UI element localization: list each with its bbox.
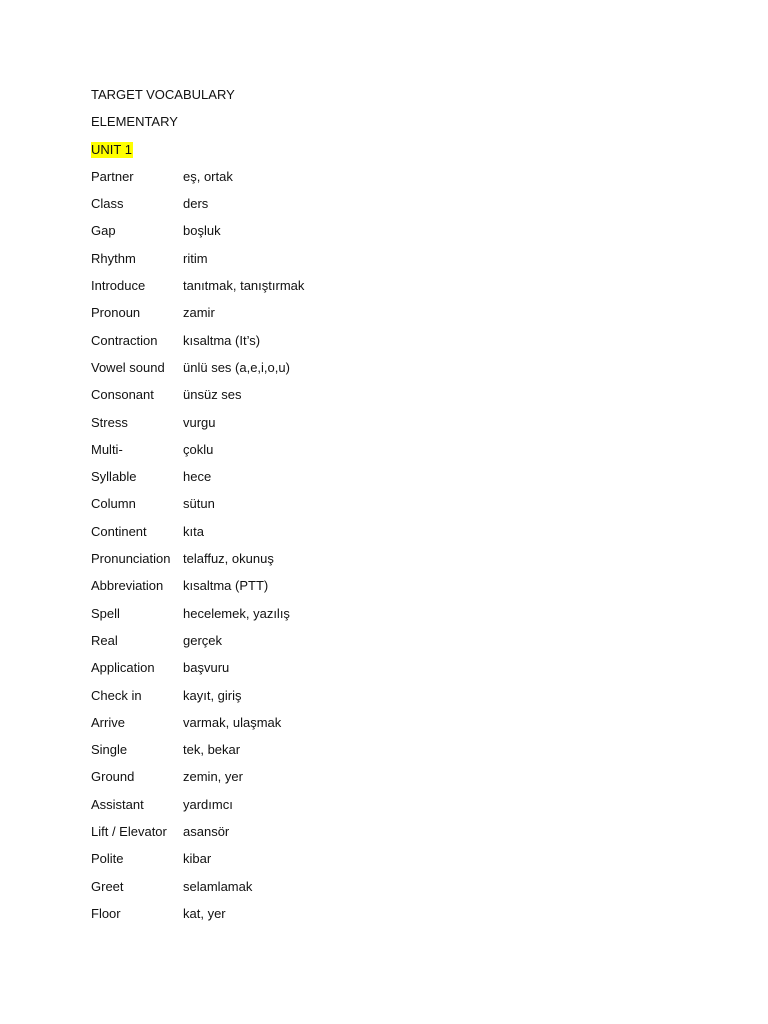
vocabulary-meaning: kısaltma (PTT) [183, 578, 269, 594]
vocabulary-term: Contraction [91, 332, 158, 348]
vocabulary-term: Gap [91, 223, 116, 239]
vocabulary-meaning: hece [183, 469, 212, 485]
vocabulary-term: Class [91, 196, 124, 212]
vocabulary-row [91, 276, 691, 303]
vocabulary-meaning: kısaltma (It’s) [183, 332, 261, 348]
vocabulary-meaning: hecelemek, yazılış [183, 605, 290, 621]
vocabulary-row [91, 549, 691, 576]
vocabulary-row [91, 249, 691, 276]
vocabulary-term: Vowel sound [91, 359, 165, 375]
vocabulary-row [91, 494, 691, 521]
vocabulary-row [91, 686, 691, 713]
unit-heading-line [91, 140, 691, 167]
vocabulary-meaning: varmak, ulaşmak [183, 714, 282, 730]
vocabulary-term: Stress [91, 414, 128, 430]
vocabulary-row [91, 877, 691, 904]
vocabulary-meaning: telaffuz, okunuş [183, 551, 274, 567]
vocabulary-row [91, 849, 691, 876]
vocabulary-row [91, 467, 691, 494]
vocabulary-term: Pronoun [91, 305, 141, 321]
vocabulary-meaning: boşluk [183, 223, 221, 239]
vocabulary-term: Partner [91, 168, 134, 184]
vocabulary-row [91, 658, 691, 685]
vocabulary-meaning: sütun [183, 496, 215, 512]
vocabulary-row [91, 167, 691, 194]
vocabulary-meaning: yardımcı [183, 796, 233, 812]
vocabulary-meaning: kayıt, giriş [183, 687, 242, 703]
vocabulary-meaning: kat, yer [183, 905, 226, 921]
vocabulary-meaning: asansör [183, 824, 230, 840]
vocabulary-term: Multi- [91, 441, 123, 457]
vocabulary-term: Introduce [91, 278, 146, 294]
vocabulary-meaning: ders [183, 196, 209, 212]
vocabulary-term: Check in [91, 687, 142, 703]
vocabulary-meaning: selamlamak [183, 878, 253, 894]
vocabulary-meaning: ünlü ses (a,e,i,o,u) [183, 359, 290, 375]
document-title: TARGET VOCABULARY [91, 87, 235, 102]
vocabulary-term: Column [91, 496, 136, 512]
vocabulary-meaning: tanıtmak, tanıştırmak [183, 278, 305, 294]
vocabulary-row [91, 413, 691, 440]
document-body [91, 85, 691, 931]
vocabulary-row [91, 194, 691, 221]
vocabulary-term: Rhythm [91, 250, 136, 266]
vocabulary-row [91, 221, 691, 248]
vocabulary-list [91, 167, 691, 931]
vocabulary-row [91, 740, 691, 767]
vocabulary-meaning: ritim [183, 250, 208, 266]
vocabulary-row [91, 358, 691, 385]
vocabulary-term: Ground [91, 769, 135, 785]
vocabulary-term: Greet [91, 878, 124, 894]
vocabulary-row [91, 303, 691, 330]
vocabulary-term: Abbreviation [91, 578, 164, 594]
vocabulary-term: Assistant [91, 796, 144, 812]
vocabulary-meaning: zemin, yer [183, 769, 243, 785]
vocabulary-term: Pronunciation [91, 551, 171, 567]
level-label: ELEMENTARY [91, 114, 178, 130]
vocabulary-meaning: tek, bekar [183, 742, 241, 758]
vocabulary-term: Arrive [91, 714, 125, 730]
vocabulary-row [91, 385, 691, 412]
vocabulary-row [91, 767, 691, 794]
vocabulary-meaning: kıta [183, 523, 204, 539]
vocabulary-term: Application [91, 660, 155, 676]
vocabulary-row [91, 795, 691, 822]
vocabulary-term: Lift / Elevator [91, 824, 167, 840]
vocabulary-term: Continent [91, 523, 147, 539]
vocabulary-meaning: zamir [183, 305, 215, 321]
vocabulary-term: Real [91, 632, 118, 648]
vocabulary-meaning: kibar [183, 851, 212, 867]
vocabulary-row [91, 822, 691, 849]
vocabulary-term: Syllable [91, 469, 137, 485]
vocabulary-term: Floor [91, 905, 121, 921]
vocabulary-meaning: ünsüz ses [183, 387, 242, 403]
vocabulary-row [91, 576, 691, 603]
vocabulary-row [91, 604, 691, 631]
vocabulary-row [91, 631, 691, 658]
vocabulary-row [91, 522, 691, 549]
vocabulary-meaning: gerçek [183, 632, 223, 648]
vocabulary-meaning: başvuru [183, 660, 230, 676]
vocabulary-term: Spell [91, 605, 120, 621]
unit-heading: UNIT 1 [91, 141, 132, 157]
vocabulary-term: Consonant [91, 387, 154, 403]
vocabulary-row [91, 331, 691, 358]
vocabulary-row [91, 904, 691, 931]
vocabulary-meaning: eş, ortak [183, 168, 233, 184]
vocabulary-row [91, 713, 691, 740]
vocabulary-term: Single [91, 742, 128, 758]
vocabulary-row [91, 440, 691, 467]
vocabulary-meaning: çoklu [183, 441, 214, 457]
vocabulary-term: Polite [91, 851, 124, 867]
vocabulary-meaning: vurgu [183, 414, 216, 430]
